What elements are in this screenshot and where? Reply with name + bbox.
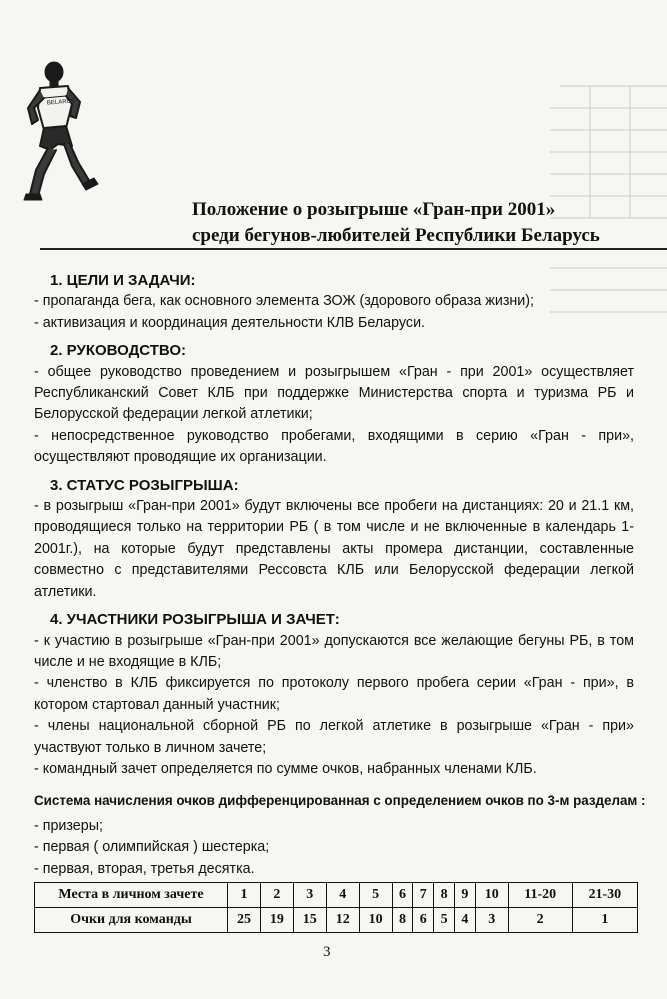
paragraph: - в розыгрыш «Гран-при 2001» будут включены все пробеги на дистанциях: 20 и 21.1 км, проводящиеся только на территории РБ ( в том числе и не включенные в календарь 1-2001г.), на которые будут представлены акты промера дистанции, составленные совместно с представителями Рессовста КЛБ или Белорусской федерации легкой атлетики. [34,498,634,600]
section-heading: 4. УЧАСТНИКИ РОЗЫГРЫША И ЗАЧЕТ: [50,611,340,629]
section-management [34,340,634,468]
place-cell: 10 [475,883,508,908]
paragraph: - непосредственное руководство пробегами, входящими в серию «Гран - при», осуществляют проводящие их организации. [34,427,634,466]
places-row-label: Места в личном зачете [35,883,228,908]
place-cell: 3 [293,883,326,908]
scoring-item: - призеры; [34,817,103,834]
title-line-2: среди бегунов-любителей Республики Беларусь [192,225,600,246]
section-heading: 1. ЦЕЛИ И ЗАДАЧИ: [50,272,196,289]
place-cell: 6 [392,883,413,908]
points-cell: 1 [572,908,637,933]
points-cell: 4 [455,908,476,933]
points-cell: 8 [392,908,413,933]
page-number: 3 [323,944,331,960]
document-body [34,270,646,880]
paragraph: - командный зачет определяется по сумме очков, набранных членами КЛБ. [34,760,537,777]
section-heading: 3. СТАТУС РОЗЫГРЫША: [50,476,239,494]
place-cell: 7 [413,883,434,908]
place-cell: 11-20 [508,883,572,908]
points-cell: 19 [260,908,293,933]
places-row [35,883,638,908]
paragraph: - к участию в розыгрыше «Гран-при 2001» допускаются все желающие бегуны РБ, в том числе и не входящие в КЛБ; [34,632,634,670]
scoring-system-heading: Система начисления очков дифференцированная с определением очков по 3-м разделам : [34,793,646,809]
paragraph: - члены национальной сборной РБ по легкой атлетике в розыгрыше «Гран - при» участвуют только в личном зачете; [34,718,634,756]
document-title [192,197,662,249]
place-cell: 5 [359,883,392,908]
points-cell: 6 [413,908,434,933]
points-cell: 3 [475,908,508,933]
points-cell: 15 [293,908,326,933]
place-cell: 4 [326,883,359,908]
runner-illustration-icon [14,58,100,208]
paragraph: - общее руководство проведением и розыгрышем «Гран - при 2001» осуществляет Республиканский Совет КЛБ при поддержке Министерства спорта и туризма РБ и Белорусской федерации легкой атлетики; [34,363,634,423]
title-divider [40,248,667,250]
section-heading: 2. РУКОВОДСТВО: [50,342,186,360]
points-table [34,882,638,933]
scoring-item: - первая, вторая, третья десятка. [34,860,255,877]
place-cell: 1 [228,883,261,908]
place-cell: 8 [434,883,455,908]
paragraph: - активизация и координация деятельности КЛВ Беларуси. [34,314,426,331]
points-row [35,908,638,933]
points-cell: 25 [228,908,261,933]
section-status [34,475,634,603]
title-line-1: Положение о розыгрыше «Гран-при 2001» [192,199,556,220]
points-cell: 2 [508,908,572,933]
paragraph: - пропаганда бега, как основного элемента ЗОЖ (здорового образа жизни); [34,293,535,310]
scoring-item: - первая ( олимпийская ) шестерка; [34,839,270,856]
points-cell: 5 [434,908,455,933]
place-cell: 2 [260,883,293,908]
section-goals [34,270,634,334]
points-cell: 12 [326,908,359,933]
place-cell: 9 [455,883,476,908]
points-cell: 10 [359,908,392,933]
points-row-label: Очки для команды [35,908,228,933]
place-cell: 21-30 [572,883,637,908]
jersey-text: BELARUS [46,98,76,107]
section-participants [34,609,634,780]
paragraph: - членство в КЛБ фиксируется по протоколу первого пробега серии «Гран - при», в котором стартовал данный участник; [34,675,634,713]
